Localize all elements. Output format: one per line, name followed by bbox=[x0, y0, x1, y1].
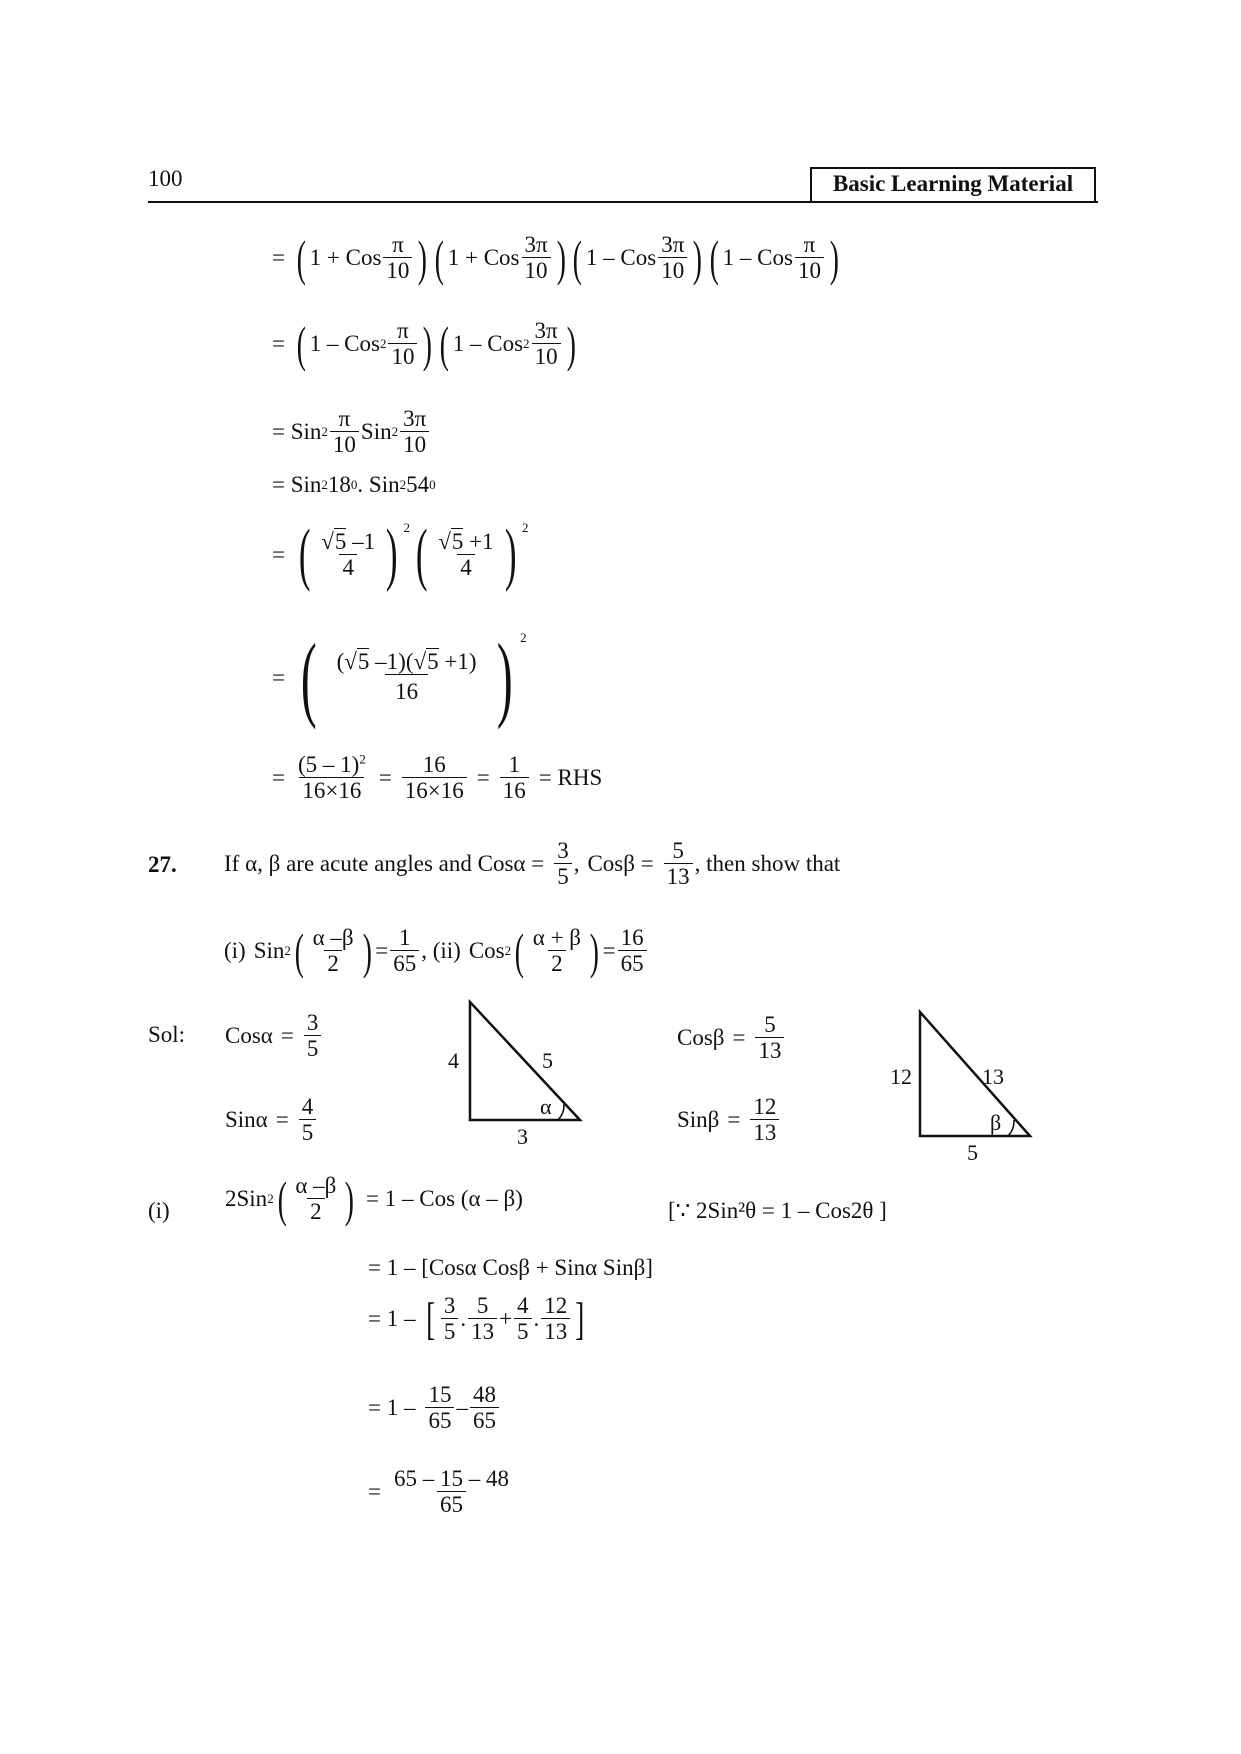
paren-open: ( bbox=[415, 516, 428, 593]
question-statement bbox=[224, 838, 840, 891]
fraction: $\frac{3\pi}{10}$ bbox=[532, 318, 561, 371]
header-rule bbox=[148, 201, 1098, 203]
term: . Sin bbox=[357, 472, 400, 497]
triangle-alpha-shape bbox=[470, 1002, 580, 1120]
eq-line-1 bbox=[272, 232, 843, 285]
part-label: , (ii) bbox=[421, 938, 461, 964]
equals: = bbox=[280, 1023, 294, 1049]
fraction: $\frac{\pi}{10}$ bbox=[330, 406, 359, 459]
base-label: 5 bbox=[967, 1140, 978, 1165]
fraction: $\frac{\pi}{10}$ bbox=[383, 232, 412, 285]
exponent: 2 bbox=[391, 424, 399, 440]
fraction: $\frac{3\pi}{10}$ bbox=[521, 232, 550, 285]
fraction: $\frac{4}{5}$ bbox=[514, 1293, 532, 1346]
page-number: 100 bbox=[148, 166, 183, 191]
paren-close: ) bbox=[345, 1171, 355, 1228]
text: If α, β are acute angles and Cosα = bbox=[224, 851, 545, 877]
paren-open: ( bbox=[298, 516, 311, 593]
degree: 0 bbox=[350, 477, 358, 492]
header-title-box bbox=[810, 167, 1096, 202]
equals: = bbox=[368, 1479, 381, 1505]
paren-open: ( bbox=[709, 230, 719, 287]
identity-note: [∵ 2Sin²θ = 1 – Cos2θ ] bbox=[668, 1198, 887, 1223]
angle-label: β bbox=[990, 1110, 1002, 1135]
paren-open: ( bbox=[296, 316, 306, 373]
triangle-beta-shape bbox=[920, 1012, 1030, 1136]
paren-open: ( bbox=[294, 923, 304, 980]
fraction: $\frac{1}{16}$ bbox=[500, 752, 529, 805]
exponent: 2 bbox=[284, 943, 291, 959]
fraction: $\frac{3\pi}{10}$ bbox=[400, 406, 429, 459]
paren-close: ) bbox=[556, 230, 566, 287]
equals: = bbox=[476, 765, 490, 791]
eq-line-6 bbox=[272, 624, 527, 730]
fraction: $\frac{1}{65}$ bbox=[390, 925, 419, 978]
exponent: 2 bbox=[399, 477, 407, 492]
exponent: 2 bbox=[403, 520, 410, 535]
exponent: 2 bbox=[504, 943, 512, 959]
fraction: $\frac{(5 - 1)^2}{16\times 16}$ bbox=[297, 751, 366, 804]
paren-close: ) bbox=[504, 516, 517, 593]
fraction: $\frac{48}{65}$ bbox=[470, 1382, 499, 1435]
part-i-line-2: = 1 – [Cosα Cosβ + Sinα Sinβ] bbox=[368, 1255, 653, 1280]
part-i-label: (i) bbox=[148, 1198, 170, 1223]
exponent: 2 bbox=[321, 424, 328, 440]
fraction: $\frac{5}{13}$ bbox=[468, 1293, 497, 1346]
fraction: $\frac{3\pi}{10}$ bbox=[658, 232, 687, 285]
equals: = bbox=[272, 664, 285, 690]
eq-line-3 bbox=[272, 406, 431, 459]
term: Cosβ bbox=[677, 1025, 725, 1051]
term: Sin bbox=[360, 419, 392, 445]
operator: – bbox=[456, 1395, 468, 1421]
fraction: $\frac{4}{5}$ bbox=[299, 1094, 317, 1147]
term: 54 bbox=[406, 472, 430, 497]
fraction: $\frac{12}{13}$ bbox=[541, 1293, 570, 1346]
fraction: $\frac{\alpha + \beta}{2}$ bbox=[532, 925, 582, 977]
exponent: 2 bbox=[267, 1191, 274, 1207]
fraction: $\frac{3}{5}$ bbox=[441, 1293, 459, 1346]
fraction: $\frac{65 - 15 - 48}{65}$ bbox=[393, 1466, 509, 1518]
paren-close: ) bbox=[496, 624, 513, 730]
fraction: $\frac{15}{65}$ bbox=[425, 1382, 454, 1435]
part-i-line-1 bbox=[225, 1173, 523, 1226]
triangle-alpha bbox=[440, 990, 600, 1155]
triangle-beta bbox=[880, 1000, 1050, 1168]
paren-close: ) bbox=[423, 316, 433, 373]
text: , bbox=[573, 851, 580, 877]
paren-open: ( bbox=[300, 624, 317, 730]
paren-close: ) bbox=[589, 923, 599, 980]
equals: = bbox=[375, 938, 389, 964]
part-i-line-3: = 1 – [ $\frac{3}{5}$ . $\frac{5}{13}$ + $\frac{4}{5}$ . $\frac{12}{13}$ ] bbox=[368, 1293, 585, 1345]
paren-close: ) bbox=[693, 230, 703, 287]
term: = 1 – bbox=[368, 1306, 416, 1332]
fraction: $\frac{5}{13}$ bbox=[755, 1012, 784, 1065]
paren-close: ) bbox=[418, 230, 428, 287]
term: Sinβ bbox=[677, 1107, 720, 1133]
equals: = bbox=[727, 1107, 741, 1133]
term: = 1 – Cos (α – β) bbox=[366, 1186, 523, 1212]
part-i-line-4 bbox=[368, 1382, 501, 1435]
exponent: 2 bbox=[379, 336, 387, 352]
equals: = bbox=[275, 1107, 289, 1133]
equals: = bbox=[602, 938, 616, 964]
equals: = bbox=[272, 331, 285, 357]
term: 18 bbox=[327, 472, 351, 497]
fraction: $\frac{(√5 -1)(√5 +1)}{16}$ bbox=[336, 649, 477, 705]
term: 1 + Cos bbox=[447, 245, 520, 271]
angle-label: α bbox=[540, 1094, 552, 1119]
fraction: $\frac{3}{5}$ bbox=[554, 838, 572, 891]
paren-open: ( bbox=[439, 316, 450, 373]
fraction: $\frac{16}{65}$ bbox=[618, 925, 647, 978]
sol-label: Sol: bbox=[148, 1022, 186, 1047]
term: 1 + Cos bbox=[309, 245, 382, 271]
term: Cosα bbox=[225, 1023, 273, 1049]
exponent: 2 bbox=[521, 520, 529, 535]
base-label: 3 bbox=[517, 1124, 528, 1149]
term: = Sin bbox=[272, 472, 322, 497]
rhs-label: = RHS bbox=[538, 765, 603, 791]
fraction: $\frac{\alpha -\beta}{2}$ bbox=[295, 1173, 337, 1225]
paren-close: ) bbox=[386, 516, 398, 593]
eq-line-2 bbox=[272, 318, 579, 371]
text: Cosβ = bbox=[587, 851, 654, 877]
exponent: 2 bbox=[520, 630, 527, 645]
paren-open: ( bbox=[573, 230, 583, 287]
angle-alpha-arc bbox=[558, 1104, 564, 1120]
term: = 1 – bbox=[368, 1395, 416, 1421]
operator: + bbox=[499, 1306, 513, 1332]
term: 1 – Cos bbox=[309, 331, 380, 357]
text: , then show that bbox=[694, 851, 841, 877]
paren-open: ( bbox=[277, 1171, 287, 1228]
paren-open: ( bbox=[296, 230, 306, 287]
term: 1 – Cos bbox=[452, 331, 524, 357]
fraction: $\frac{\pi}{10}$ bbox=[388, 318, 417, 371]
term: Sin bbox=[253, 938, 285, 964]
fraction: $\frac{\pi}{10}$ bbox=[795, 232, 824, 285]
equals: = bbox=[378, 765, 392, 791]
equals: = bbox=[272, 765, 285, 791]
side-label: 4 bbox=[448, 1048, 459, 1073]
exponent: 2 bbox=[321, 477, 328, 492]
question-parts bbox=[224, 925, 649, 978]
exponent: 2 bbox=[523, 336, 530, 352]
term: Cos bbox=[468, 938, 505, 964]
eq-line-4 bbox=[272, 472, 436, 498]
paren-open: ( bbox=[434, 230, 444, 287]
degree: 0 bbox=[429, 477, 436, 492]
eq-line-5 bbox=[272, 516, 529, 593]
paren-open: ( bbox=[514, 923, 525, 980]
side-label: 12 bbox=[890, 1064, 912, 1089]
term: 1 – Cos bbox=[585, 245, 657, 271]
fraction: $\frac{5}{13}$ bbox=[664, 838, 693, 891]
fraction: $\frac{12}{13}$ bbox=[750, 1094, 779, 1147]
question-number: 27. bbox=[148, 852, 177, 877]
cos-alpha bbox=[225, 1010, 323, 1063]
hypotenuse-label: 13 bbox=[982, 1064, 1004, 1089]
term: 2Sin bbox=[225, 1186, 268, 1212]
equals: = bbox=[272, 542, 285, 567]
term: Sinα bbox=[225, 1107, 268, 1133]
eq-line-7 bbox=[272, 752, 602, 805]
part-label: (i) bbox=[224, 938, 246, 964]
sin-beta bbox=[677, 1094, 781, 1147]
header-title: Basic Learning Material bbox=[832, 171, 1074, 196]
paren-close: ) bbox=[829, 230, 839, 287]
paren-close: ) bbox=[362, 923, 372, 980]
term: = Sin bbox=[272, 419, 322, 445]
fraction: $\frac{3}{5}$ bbox=[304, 1010, 322, 1063]
equals: = bbox=[732, 1025, 746, 1051]
part-i-line-5 bbox=[368, 1466, 514, 1519]
equals: = bbox=[272, 245, 285, 271]
cos-beta bbox=[677, 1012, 786, 1065]
term: 1 – Cos bbox=[722, 245, 793, 271]
hypotenuse-label: 5 bbox=[542, 1048, 553, 1073]
sin-alpha bbox=[225, 1094, 318, 1147]
angle-beta-arc bbox=[1008, 1120, 1014, 1136]
bracket-open: [ bbox=[426, 1293, 436, 1345]
fraction: $\frac{√5 +1}{4}$ bbox=[438, 528, 494, 580]
fraction: $\frac{16}{16\times 16}$ bbox=[402, 752, 467, 805]
bracket-close: ] bbox=[575, 1293, 585, 1345]
paren-close: ) bbox=[566, 316, 576, 373]
fraction: $\frac{\alpha -\beta}{2}$ bbox=[312, 925, 354, 977]
fraction: $\frac{√5 -1}{4}$ bbox=[321, 528, 376, 580]
